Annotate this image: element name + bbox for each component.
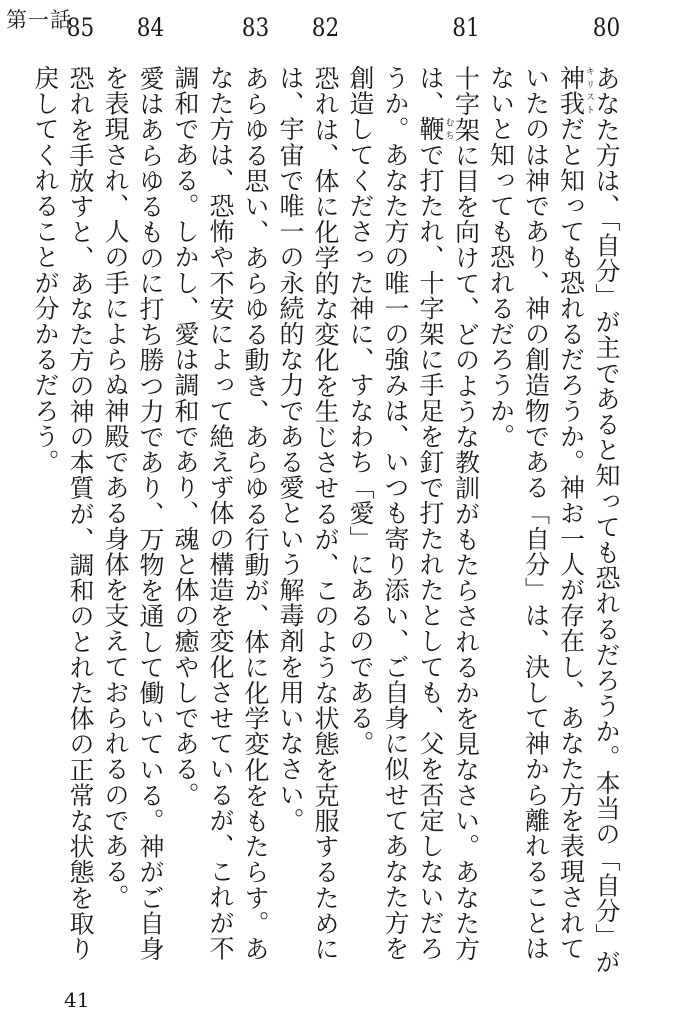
paragraph-text: 恐れは、体に化学的な変化を生じさせるが、このような状態を克服するためには、宇宙で唯一の永続的な力である愛という解毒剤を用いなさい。 xyxy=(276,65,340,962)
paragraph-text: 十字架に目を向けて、どのような教訓がもたらされるかを見なさい。あなた方は、 xyxy=(416,65,481,962)
paragraph-text: だと知っても恐れるだろうか。神お一人が存在し、あなた方を表現されていたのは神であり、神の創造物である「自分」は、決して神から離れることはないと知っても恐れるだろうか。 xyxy=(486,65,586,962)
chapter-header: 第一話 xyxy=(6,8,72,32)
paragraph-text: 愛はあらゆるものに打ち勝つ力であり、万物を通して働いている。神がご自身を表現され、人の手によらぬ神殿である身体を支えておられるのである。 xyxy=(101,65,165,962)
paragraph: 82 恐れは、体に化学的な変化を生じさせるが、このような状態を克服するためには、宇宙で唯一の永続的な力である愛という解毒剤を用いなさい。 xyxy=(276,15,340,962)
paragraph: 80 あなた方は、「自分」が主であると知っても恐れるだろうか。本当の「自分」が神我キリストだと知っても恐れるだろうか。神お一人が存在し、あなた方を表現されていたのは神であり、神の創造物である「自分」は、決して神から離れることはないと知っても恐れるだろうか。 xyxy=(486,15,621,975)
page-number: 41 xyxy=(64,988,90,1012)
paragraph-text: 恐れを手放すと、あなた方の神の本質が、調和のとれた体の正常な状態を取り戻してくれることが分かるだろう。 xyxy=(31,65,95,962)
ruby-base: 鞭 xyxy=(416,116,445,142)
paragraph: 83 あらゆる思い、あらゆる動き、あらゆる行動が、体に化学変化をもたらす。あなた方は、恐怖や不安によって絶えず体の構造を変化させているが、これが不調和である。しかし、愛は調和であり、魂と体の癒やしである。 xyxy=(171,15,270,962)
paragraph: 81 十字架に目を向けて、どのような教訓がもたらされるかを見なさい。あなた方は、鞭むちで打たれ、十字架に手足を釘で打たれたとしても、父を否定しないだろうか。あなた方の唯一の強みは、いつも寄り添い、ご自身に似せてあなた方を創造してくださった神に、すなわち「愛」にあるのである。 xyxy=(346,15,481,962)
paragraph-text: あなた方は、「自分」が主であると知っても恐れるだろうか。本当の「自分」が xyxy=(592,65,621,975)
paragraph-text: で打たれ、十字架に手足を釘で打たれたとしても、父を否定しないだろうか。あなた方の唯一の強みは、いつも寄り添い、ご自身に似せてあなた方を創造してくださった神に、すなわち「愛」にあるのである。 xyxy=(346,65,445,962)
paragraph-text: あらゆる思い、あらゆる動き、あらゆる行動が、体に化学変化をもたらす。あなた方は、恐怖や不安によって絶えず体の構造を変化させているが、これが不調和である。しかし、愛は調和であり、魂と体の癒やしである。 xyxy=(171,65,270,962)
ruby-word xyxy=(556,65,594,117)
ruby-reading: むち xyxy=(443,116,454,142)
ruby-base: 神我 xyxy=(556,65,586,117)
paragraph: 84 愛はあらゆるものに打ち勝つ力であり、万物を通して働いている。神がご自身を表現され、人の手によらぬ神殿である身体を支えておられるのである。 xyxy=(101,15,165,962)
body-text xyxy=(28,15,624,980)
paragraph: 85 恐れを手放すと、あなた方の神の本質が、調和のとれた体の正常な状態を取り戻してくれることが分かるだろう。 xyxy=(31,15,95,962)
ruby-reading: キリスト xyxy=(584,65,594,117)
ruby-word xyxy=(416,116,454,142)
